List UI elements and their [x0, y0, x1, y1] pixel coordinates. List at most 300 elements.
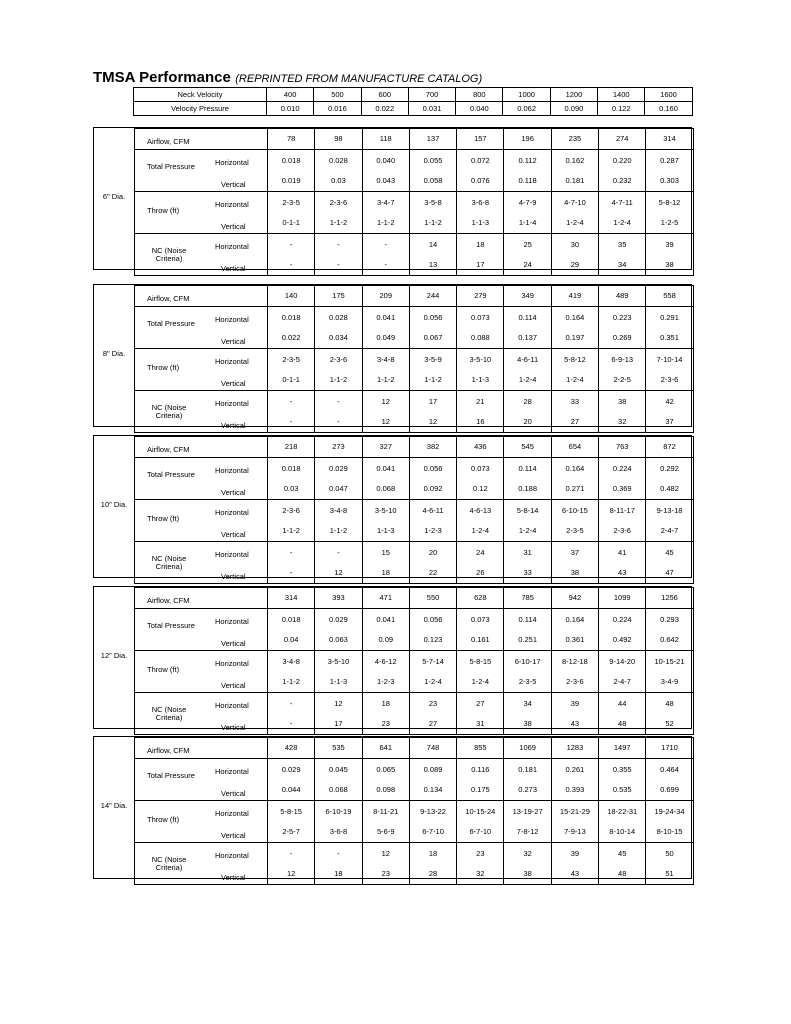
value-cell: 38: [504, 714, 551, 735]
vertical-label: Vertical: [221, 681, 246, 690]
value-cell: 18: [315, 864, 362, 885]
nc-horizontal-row: [135, 693, 694, 714]
value-cell: 0.041: [362, 609, 409, 630]
value-cell: 41: [599, 542, 646, 563]
value-cell: 0.164: [551, 609, 598, 630]
value-cell: 0.089: [409, 759, 456, 780]
value-cell: 38: [646, 255, 693, 276]
value-cell: -: [315, 412, 362, 433]
value-cell: 2-3-6: [315, 192, 362, 213]
value-cell: -: [315, 391, 362, 412]
value-cell: 5-7-14: [409, 651, 456, 672]
value-cell: 0.232: [599, 171, 646, 192]
diameter-section: [93, 284, 692, 430]
value-cell: 0.393: [551, 780, 598, 801]
row-label-cell: [135, 192, 268, 234]
value-cell: 8-10-14: [599, 822, 646, 843]
value-cell: 28: [409, 864, 456, 885]
value-cell: 0.287: [646, 150, 693, 171]
row-label-cell: [135, 609, 268, 651]
velocity-pressure-value: 0.010: [267, 102, 314, 116]
value-cell: 5-6-9: [362, 822, 409, 843]
value-cell: 17: [409, 391, 456, 412]
value-cell: 43: [551, 714, 598, 735]
value-cell: 43: [551, 864, 598, 885]
value-cell: 0.045: [315, 759, 362, 780]
value-cell: 1-1-2: [362, 370, 409, 391]
value-cell: 28: [504, 391, 551, 412]
value-cell: 1-2-3: [362, 672, 409, 693]
value-cell: 763: [599, 437, 646, 458]
performance-table: [134, 587, 694, 735]
diameter-section: [93, 736, 692, 882]
value-cell: 2-3-5: [551, 521, 598, 542]
value-cell: 0.351: [646, 328, 693, 349]
throw-label: Throw (ft): [147, 665, 180, 674]
value-cell: 140: [268, 286, 315, 307]
vertical-label: Vertical: [221, 530, 246, 539]
vertical-label: Vertical: [221, 723, 246, 732]
value-cell: 0.041: [362, 307, 409, 328]
value-cell: 0.029: [315, 458, 362, 479]
value-cell: 0.029: [268, 759, 315, 780]
value-cell: 1-2-4: [457, 672, 504, 693]
value-cell: 0.019: [268, 171, 315, 192]
value-cell: 0.029: [315, 609, 362, 630]
row-label-cell: [135, 651, 268, 693]
diameter-label: 8" Dia.: [102, 349, 126, 358]
value-cell: 19-24-34: [646, 801, 693, 822]
row-label-cell: [135, 286, 268, 307]
row-label-cell: [135, 150, 268, 192]
value-cell: 38: [551, 563, 598, 584]
value-cell: 0.535: [599, 780, 646, 801]
value-cell: 0.056: [409, 307, 456, 328]
value-cell: 9-14-20: [599, 651, 646, 672]
value-cell: 1-1-2: [409, 213, 456, 234]
airflow-label: Airflow, CFM: [147, 746, 190, 755]
airflow-row: [135, 588, 694, 609]
velocity-pressure-value: 0.040: [456, 102, 503, 116]
header-table: [133, 87, 693, 116]
value-cell: 0.056: [409, 609, 456, 630]
value-cell: 8-10-15: [646, 822, 693, 843]
value-cell: 0.181: [551, 171, 598, 192]
value-cell: -: [362, 255, 409, 276]
value-cell: 0.269: [599, 328, 646, 349]
throw-horizontal-row: [135, 192, 694, 213]
row-label-cell: [135, 759, 268, 801]
row-label-cell: [135, 542, 268, 584]
value-cell: 31: [457, 714, 504, 735]
performance-table: [134, 128, 694, 276]
value-cell: 33: [551, 391, 598, 412]
value-cell: 1-2-4: [551, 370, 598, 391]
value-cell: 1-1-2: [409, 370, 456, 391]
value-cell: 51: [646, 864, 693, 885]
value-cell: 20: [409, 542, 456, 563]
value-cell: 2-3-6: [551, 672, 598, 693]
value-cell: 0.018: [268, 307, 315, 328]
airflow-label: Airflow, CFM: [147, 294, 190, 303]
vertical-label: Vertical: [221, 789, 246, 798]
value-cell: 48: [599, 714, 646, 735]
value-cell: 0.03: [268, 479, 315, 500]
value-cell: 0.12: [457, 479, 504, 500]
value-cell: 12: [409, 412, 456, 433]
value-cell: 2-4-7: [599, 672, 646, 693]
value-cell: 0.369: [599, 479, 646, 500]
value-cell: 3-6-8: [457, 192, 504, 213]
value-cell: 535: [315, 738, 362, 759]
value-cell: 471: [362, 588, 409, 609]
airflow-row: [135, 437, 694, 458]
value-cell: 545: [504, 437, 551, 458]
value-cell: 6-7-10: [409, 822, 456, 843]
value-cell: 12: [362, 843, 409, 864]
value-cell: 0.464: [646, 759, 693, 780]
value-cell: 1-1-2: [362, 213, 409, 234]
value-cell: -: [315, 255, 362, 276]
value-cell: 1-1-3: [315, 672, 362, 693]
value-cell: 0.291: [646, 307, 693, 328]
value-cell: 18: [362, 563, 409, 584]
value-cell: 3-4-7: [362, 192, 409, 213]
value-cell: 3-5-10: [315, 651, 362, 672]
throw-label: Throw (ft): [147, 206, 180, 215]
value-cell: 855: [457, 738, 504, 759]
value-cell: 1-1-2: [315, 521, 362, 542]
value-cell: 327: [362, 437, 409, 458]
value-cell: 26: [457, 563, 504, 584]
value-cell: 0.092: [409, 479, 456, 500]
value-cell: 27: [409, 714, 456, 735]
value-cell: 0.116: [457, 759, 504, 780]
value-cell: 4-6-11: [409, 500, 456, 521]
horizontal-label: Horizontal: [215, 200, 249, 209]
value-cell: 0.067: [409, 328, 456, 349]
value-cell: -: [268, 843, 315, 864]
value-cell: 25: [504, 234, 551, 255]
value-cell: 279: [457, 286, 504, 307]
value-cell: 550: [409, 588, 456, 609]
value-cell: 0.642: [646, 630, 693, 651]
vertical-label: Vertical: [221, 572, 246, 581]
value-cell: 0.492: [599, 630, 646, 651]
value-cell: 4-7-9: [504, 192, 551, 213]
value-cell: -: [268, 542, 315, 563]
value-cell: 12: [362, 391, 409, 412]
value-cell: 0.058: [409, 171, 456, 192]
row-label-cell: [135, 500, 268, 542]
neck-velocity-value: 1000: [503, 88, 550, 102]
value-cell: 1-2-4: [457, 521, 504, 542]
neck-velocity-value: 600: [361, 88, 408, 102]
throw-horizontal-row: [135, 500, 694, 521]
value-cell: 29: [551, 255, 598, 276]
horizontal-label: Horizontal: [215, 701, 249, 710]
horizontal-label: Horizontal: [215, 315, 249, 324]
value-cell: 37: [646, 412, 693, 433]
value-cell: 5-8-12: [551, 349, 598, 370]
value-cell: 6-10-17: [504, 651, 551, 672]
value-cell: 34: [504, 693, 551, 714]
value-cell: 38: [504, 864, 551, 885]
value-cell: 0.220: [599, 150, 646, 171]
nc-horizontal-row: [135, 391, 694, 412]
value-cell: 32: [599, 412, 646, 433]
value-cell: 23: [362, 864, 409, 885]
value-cell: 0.112: [504, 150, 551, 171]
value-cell: 6-9-13: [599, 349, 646, 370]
value-cell: 2-3-6: [268, 500, 315, 521]
value-cell: 42: [646, 391, 693, 412]
airflow-row: [135, 129, 694, 150]
value-cell: 0.034: [315, 328, 362, 349]
velocity-pressure-value: 0.031: [408, 102, 455, 116]
value-cell: 393: [315, 588, 362, 609]
value-cell: 0.055: [409, 150, 456, 171]
page-title: [93, 69, 482, 87]
diameter-label: 12" Dia.: [100, 651, 128, 660]
value-cell: 0.188: [504, 479, 551, 500]
performance-table: [134, 737, 694, 885]
value-cell: 3-6-8: [315, 822, 362, 843]
value-cell: 7-8-12: [504, 822, 551, 843]
total-pressure-label: Total Pressure: [147, 771, 195, 780]
value-cell: 1069: [504, 738, 551, 759]
value-cell: 0.273: [504, 780, 551, 801]
value-cell: 0.355: [599, 759, 646, 780]
value-cell: 175: [315, 286, 362, 307]
value-cell: 12: [315, 563, 362, 584]
diameter-section: [93, 127, 692, 273]
value-cell: 0.028: [315, 150, 362, 171]
value-cell: 0.03: [315, 171, 362, 192]
value-cell: 0-1-1: [268, 370, 315, 391]
row-label-cell: [135, 391, 268, 433]
value-cell: 1283: [551, 738, 598, 759]
value-cell: 12: [362, 412, 409, 433]
value-cell: 1256: [646, 588, 693, 609]
value-cell: 10-15-21: [646, 651, 693, 672]
value-cell: 6-10-19: [315, 801, 362, 822]
value-cell: 52: [646, 714, 693, 735]
row-label-cell: [135, 349, 268, 391]
horizontal-label: Horizontal: [215, 399, 249, 408]
vertical-label: Vertical: [221, 639, 246, 648]
value-cell: 748: [409, 738, 456, 759]
throw-horizontal-row: [135, 651, 694, 672]
value-cell: 3-4-8: [315, 500, 362, 521]
value-cell: -: [268, 391, 315, 412]
velocity-pressure-value: 0.122: [598, 102, 645, 116]
value-cell: 18: [362, 693, 409, 714]
value-cell: 235: [551, 129, 598, 150]
row-label-cell: [135, 437, 268, 458]
value-cell: 3-4-8: [362, 349, 409, 370]
value-cell: 0.114: [504, 609, 551, 630]
value-cell: 0.018: [268, 609, 315, 630]
row-label-cell: [135, 738, 268, 759]
value-cell: -: [268, 412, 315, 433]
velocity-pressure-value: 0.160: [645, 102, 692, 116]
value-cell: 0.164: [551, 458, 598, 479]
value-cell: 20: [504, 412, 551, 433]
velocity-pressure-value: 0.016: [314, 102, 361, 116]
value-cell: 39: [646, 234, 693, 255]
value-cell: 157: [457, 129, 504, 150]
value-cell: 0.068: [315, 780, 362, 801]
value-cell: 38: [599, 391, 646, 412]
throw-horizontal-row: [135, 801, 694, 822]
value-cell: 15-21-29: [551, 801, 598, 822]
value-cell: 12: [315, 693, 362, 714]
vertical-label: Vertical: [221, 873, 246, 882]
value-cell: 872: [646, 437, 693, 458]
total-pressure-horizontal-row: [135, 458, 694, 479]
throw-label: Throw (ft): [147, 815, 180, 824]
value-cell: 50: [646, 843, 693, 864]
value-cell: 1-2-4: [504, 370, 551, 391]
value-cell: 7-10-14: [646, 349, 693, 370]
value-cell: 13-19-27: [504, 801, 551, 822]
value-cell: 33: [504, 563, 551, 584]
value-cell: -: [315, 234, 362, 255]
value-cell: 0.088: [457, 328, 504, 349]
value-cell: 45: [599, 843, 646, 864]
value-cell: 436: [457, 437, 504, 458]
value-cell: 0.134: [409, 780, 456, 801]
value-cell: 0.068: [362, 479, 409, 500]
value-cell: 3-5-10: [457, 349, 504, 370]
value-cell: -: [268, 714, 315, 735]
neck-velocity-value: 1400: [598, 88, 645, 102]
value-cell: 3-5-9: [409, 349, 456, 370]
value-cell: 0.04: [268, 630, 315, 651]
horizontal-label: Horizontal: [215, 550, 249, 559]
value-cell: 18-22-31: [599, 801, 646, 822]
value-cell: 0.043: [362, 171, 409, 192]
value-cell: -: [362, 234, 409, 255]
title-main: TMSA Performance: [93, 69, 231, 86]
vertical-label: Vertical: [221, 421, 246, 430]
value-cell: 3-4-9: [646, 672, 693, 693]
nc-label: NC (Noise Criteria): [151, 705, 187, 722]
value-cell: 274: [599, 129, 646, 150]
value-cell: 1-2-4: [504, 521, 551, 542]
value-cell: 0.028: [315, 307, 362, 328]
neck-velocity-value: 1200: [550, 88, 597, 102]
value-cell: 18: [457, 234, 504, 255]
horizontal-label: Horizontal: [215, 767, 249, 776]
value-cell: 1-1-3: [457, 213, 504, 234]
row-label-cell: [135, 693, 268, 735]
value-cell: 78: [268, 129, 315, 150]
value-cell: 0.098: [362, 780, 409, 801]
value-cell: 13: [409, 255, 456, 276]
value-cell: 1497: [599, 738, 646, 759]
value-cell: 24: [457, 542, 504, 563]
neck-velocity-value: 1600: [645, 88, 692, 102]
neck-velocity-value: 700: [408, 88, 455, 102]
vertical-label: Vertical: [221, 831, 246, 840]
title-subtitle: (REPRINTED FROM MANUFACTURE CATALOG): [235, 73, 483, 85]
nc-label: NC (Noise Criteria): [151, 554, 187, 571]
value-cell: 0.076: [457, 171, 504, 192]
value-cell: 39: [551, 843, 598, 864]
value-cell: 0.303: [646, 171, 693, 192]
diameter-label: 14" Dia.: [100, 801, 128, 810]
total-pressure-horizontal-row: [135, 759, 694, 780]
value-cell: -: [268, 563, 315, 584]
value-cell: 1-1-3: [457, 370, 504, 391]
airflow-label: Airflow, CFM: [147, 445, 190, 454]
value-cell: 23: [457, 843, 504, 864]
velocity-pressure-label: Velocity Pressure: [134, 102, 267, 116]
value-cell: 1-1-2: [268, 521, 315, 542]
vertical-label: Vertical: [221, 337, 246, 346]
value-cell: 2-3-6: [646, 370, 693, 391]
value-cell: 0.041: [362, 458, 409, 479]
value-cell: 1-1-2: [268, 672, 315, 693]
airflow-row: [135, 286, 694, 307]
value-cell: 2-4-7: [646, 521, 693, 542]
performance-table: [134, 285, 694, 433]
nc-horizontal-row: [135, 542, 694, 563]
value-cell: 14: [409, 234, 456, 255]
value-cell: 0-1-1: [268, 213, 315, 234]
row-label-cell: [135, 588, 268, 609]
value-cell: 34: [599, 255, 646, 276]
value-cell: 45: [646, 542, 693, 563]
value-cell: 5-8-15: [268, 801, 315, 822]
value-cell: 31: [504, 542, 551, 563]
value-cell: 314: [646, 129, 693, 150]
value-cell: 118: [362, 129, 409, 150]
value-cell: 47: [646, 563, 693, 584]
value-cell: 7-9-13: [551, 822, 598, 843]
value-cell: 0.049: [362, 328, 409, 349]
value-cell: 2-5-7: [268, 822, 315, 843]
vertical-label: Vertical: [221, 379, 246, 388]
value-cell: 1710: [646, 738, 693, 759]
velocity-pressure-row: [134, 102, 693, 116]
value-cell: 489: [599, 286, 646, 307]
vertical-label: Vertical: [221, 222, 246, 231]
value-cell: 23: [409, 693, 456, 714]
value-cell: 0.224: [599, 458, 646, 479]
value-cell: 628: [457, 588, 504, 609]
value-cell: 1-2-4: [409, 672, 456, 693]
velocity-pressure-value: 0.022: [361, 102, 408, 116]
value-cell: -: [268, 255, 315, 276]
nc-label: NC (Noise Criteria): [151, 246, 187, 263]
value-cell: 10-15-24: [457, 801, 504, 822]
row-label-cell: [135, 843, 268, 885]
value-cell: 35: [599, 234, 646, 255]
horizontal-label: Horizontal: [215, 158, 249, 167]
value-cell: 6-10-15: [551, 500, 598, 521]
row-label-cell: [135, 801, 268, 843]
value-cell: 1-1-4: [504, 213, 551, 234]
horizontal-label: Horizontal: [215, 851, 249, 860]
value-cell: 9-13-18: [646, 500, 693, 521]
value-cell: 43: [599, 563, 646, 584]
performance-table: [134, 436, 694, 584]
nc-horizontal-row: [135, 843, 694, 864]
value-cell: 5-8-12: [646, 192, 693, 213]
